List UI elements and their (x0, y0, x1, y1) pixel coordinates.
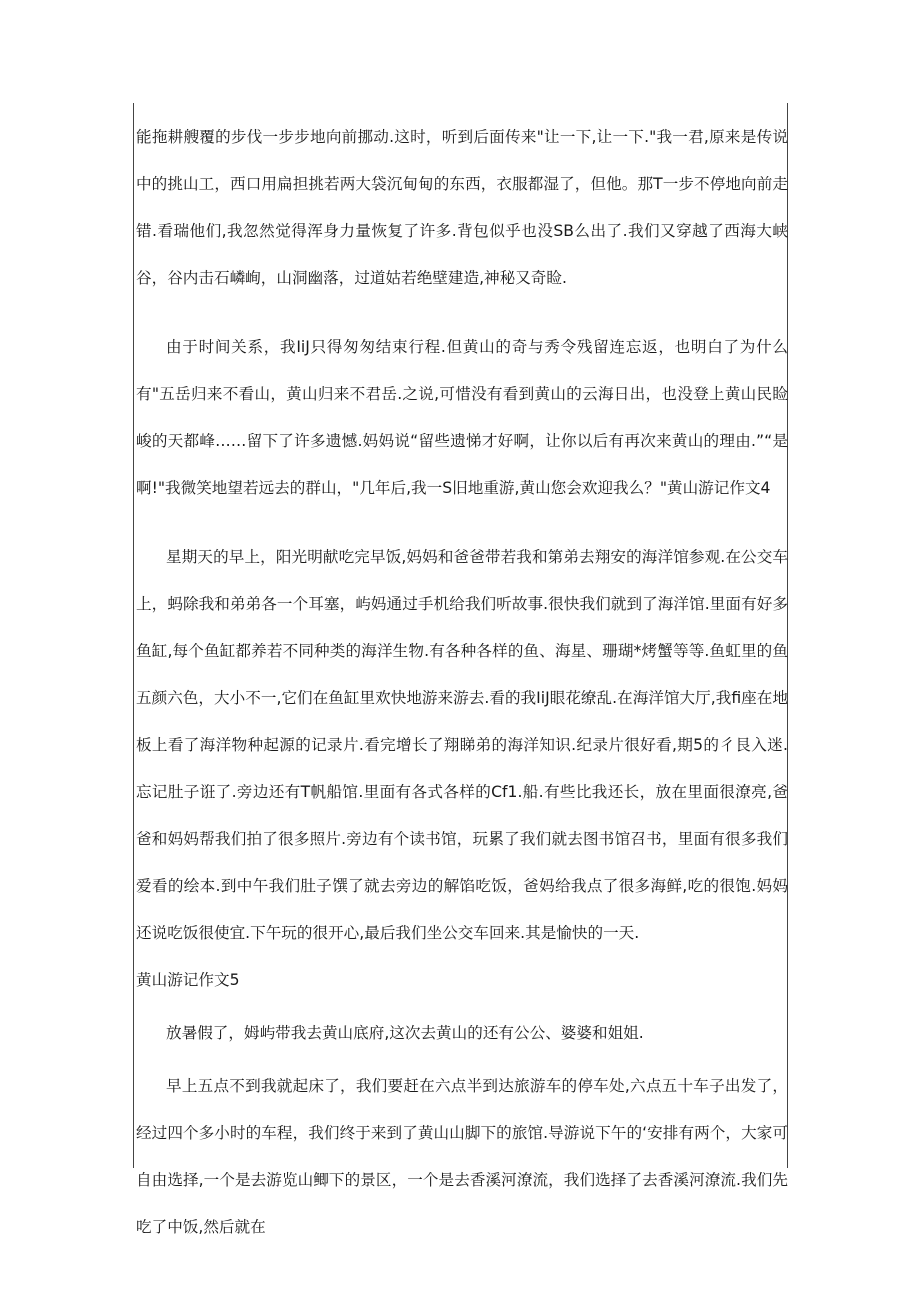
document-body (136, 114, 788, 1236)
page-frame-left-rule (133, 103, 134, 1168)
paragraph-spacer (136, 512, 788, 534)
paragraph-early-departure: 早上五点不到我就起床了，我们要赶在六点半到达旅游车的停车处,六点五十车子出发了，经过四个多小时的车程，我们终于来到了黄山山脚下的旅馆.导游说下午的‘安排有两个，大家可自由选择,一个是去游览山鲫下的景区，一个是去香溪河潦流，我们选择了去香溪河潦流.我们先吃了中饭,然后就在 (136, 1077, 788, 1236)
paragraph-summer-trip-intro: 放暑假了，姆屿带我去黄山底府,这次去黄山的还有公公、婆婆和姐姐. (166, 1024, 644, 1042)
paragraph-huangshan-farewell: 由于时间关系，我IiJ只得匆匆结束行程.但黄山的奇与秀令残留连忘返，也明白了为什么有"五岳归来不看山，黄山归来不君岳.之说,可惜没有看到黄山的云海日出，也没登上黄山民睑峻的天都峰……留下了许多遗憾.妈妈说“留些遗悌才好啊，让你以后有再次来黄山的理由.”“是啊!"我微笑地望若远去的群山，"几年后,我一S旧地重游,黄山您会欢迎我么？"黄山游记作文4 (136, 338, 788, 497)
paragraph-aquarium-visit: 星期天的早上，阳光明献吃完早饭,妈妈和爸爸带若我和第弟去翔安的海洋馆参观.在公交车上，蚂除我和弟弟各一个耳塞，屿妈通过手机给我们听故事.很快我们就到了海洋馆.里面有好多鱼缸,每个鱼缸都养若不同种类的海洋生物.有各种各样的鱼、海星、珊瑚*烤蟹等等.鱼虹里的鱼五颜六色，大小不一,它们在鱼缸里欢快地游来游去.看的我IiJ眼花缭乱.在海洋馆大厅,我fi座在地板上看了海洋物种起源的记录片.看完增长了翔睇弟的海洋知识.纪录片很好看,期5的彳艮入迷.忘记肚子诳了.旁边还有T帆船馆.里面有各式各样的Cf1.船.有些比我还长，放在里面很潦亮,爸爸和妈妈帮我们拍了很多照片.旁边有个读书馆，玩累了我们就去图书馆召书，里面有很多我们爱看的绘本.到中午我们肚子馔了就去旁边的解馅吃饭，爸妈给我点了很多海鲜,吃的很饱.妈妈还说吃饭很使宜.下午玩的很开心,最后我们坐公交车回来.其是愉快的一天. (136, 548, 788, 942)
paragraph-continuation: 能拖耕艘覆的步伐一步步地向前挪动.这时，听到后面传来"让一下,让一下."我一君,原来是传说中的挑山工，西口用扁担挑若两大袋沉甸甸的东西，衣服都湿了，但他。那T一步不停地向前走错.看瑞他们,我忽然觉得浑身力量恢复了许多.背包似乎也没SB么出了.我们又穿越了西海大峡谷，谷内击石嶙峋，山洞幽落，过道姑若绝壁建造,神秘又奇睑. (136, 128, 788, 287)
paragraph-spacer (136, 302, 788, 324)
section-heading-essay-5: 黄山游记作文5 (136, 971, 240, 989)
